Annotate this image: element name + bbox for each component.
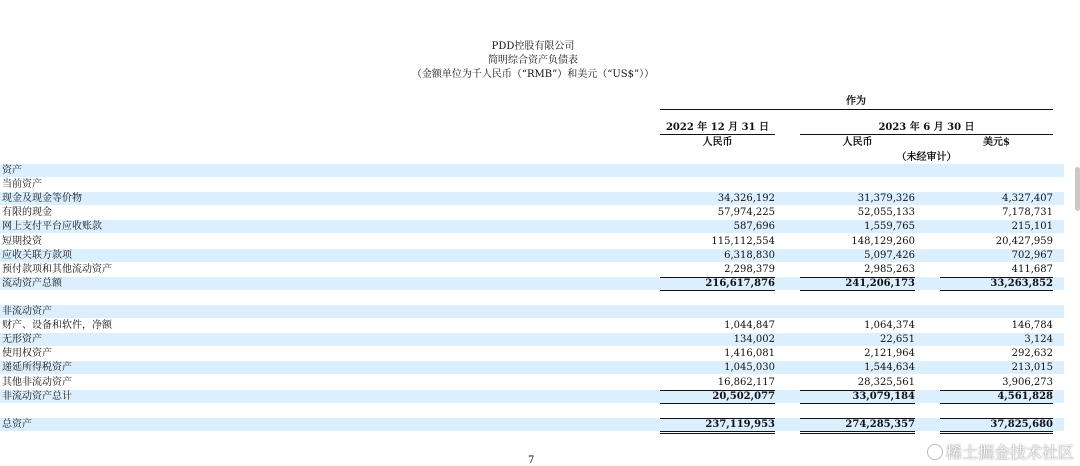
row-label: 当前资产 [2, 179, 42, 190]
cell-col2: 1,544,634 [864, 362, 915, 373]
total-rule-top [800, 277, 915, 278]
total-rule-bottom [940, 431, 1053, 432]
as-of-header: 作为 [846, 96, 866, 107]
total-rule-top [940, 418, 1053, 419]
cell-col2: 31,379,326 [857, 193, 915, 204]
cell-col2: 1,559,765 [864, 221, 915, 232]
cell-col1: 134,002 [733, 334, 775, 345]
table-row [0, 206, 1064, 219]
cell-col2: 274,285,357 [845, 419, 915, 430]
row-label: 预付款项和其他流动资产 [2, 264, 112, 275]
cell-col3: 3,124 [1024, 334, 1053, 345]
col3-currency: 美元$ [983, 137, 1010, 148]
cell-col3: 4,327,407 [1002, 193, 1053, 204]
table-row [0, 220, 1064, 233]
cell-col3: 292,632 [1011, 348, 1053, 359]
cell-col2: 33,079,184 [852, 391, 915, 402]
table-row [0, 418, 1064, 431]
table-row [0, 319, 1064, 332]
units-note: （金额单位为千人民币（“RMB”）和美元（“US$”）） [411, 69, 655, 80]
cell-col1: 115,112,554 [711, 236, 775, 247]
cell-col1: 237,119,953 [705, 419, 775, 430]
date2-rule [800, 134, 1053, 135]
cell-col2: 28,325,561 [857, 377, 915, 388]
table-row [0, 192, 1064, 205]
total-rule-top [660, 418, 775, 419]
row-label: 财产、设备和软件，净额 [2, 320, 112, 331]
table-row [0, 361, 1064, 374]
cell-col3: 215,101 [1011, 221, 1053, 232]
row-label: 使用权资产 [2, 348, 52, 359]
row-label: 非流动资产 [2, 306, 52, 317]
total-rule-bottom [660, 431, 775, 432]
table-row [0, 305, 1064, 318]
watermark-logo-icon [927, 444, 943, 460]
date1-header: 2022 年 12 月 31 日 [665, 122, 770, 133]
watermark-text: 稀土掘金技术社区 [945, 443, 1074, 462]
total-rule-top [660, 390, 775, 391]
table-row [0, 291, 1064, 304]
total-double-rule [800, 433, 915, 434]
table-row [0, 235, 1064, 248]
cell-col2: 148,129,260 [851, 236, 915, 247]
row-label: 现金及现金等价物 [2, 193, 82, 204]
table-row [0, 277, 1064, 290]
total-rule-top [940, 277, 1053, 278]
cell-col3: 4,561,828 [997, 391, 1053, 402]
row-label: 无形资产 [2, 334, 42, 345]
cell-col1: 1,045,030 [724, 362, 775, 373]
cell-col2: 2,985,263 [864, 264, 915, 275]
row-label: 递延所得税资产 [2, 362, 72, 373]
unaudited-note: （未经审计） [896, 152, 957, 163]
col1-currency: 人民币 [702, 137, 733, 148]
cell-col1: 1,416,081 [724, 348, 775, 359]
cell-col1: 587,696 [733, 221, 775, 232]
table-row [0, 333, 1064, 346]
cell-col1: 16,862,117 [717, 377, 775, 388]
cell-col1: 216,617,876 [705, 278, 775, 289]
table-row [0, 178, 1064, 191]
row-label: 资产 [2, 165, 22, 176]
cell-col1: 6,318,830 [724, 250, 775, 261]
cell-col2: 1,064,374 [864, 320, 915, 331]
total-rule-top [660, 277, 775, 278]
cell-col3: 20,427,959 [995, 236, 1053, 247]
row-label: 有限的现金 [2, 207, 52, 218]
scrollbar[interactable] [1075, 167, 1080, 211]
statement-title: 简明综合资产负债表 [488, 55, 578, 66]
row-label: 非流动资产总计 [2, 391, 72, 402]
cell-col2: 5,097,426 [864, 250, 915, 261]
cell-col1: 34,326,192 [717, 193, 775, 204]
row-label: 短期投资 [2, 236, 42, 247]
cell-col3: 7,178,731 [1002, 207, 1053, 218]
row-label: 总资产 [2, 419, 32, 430]
table-row [0, 249, 1064, 262]
table-row [0, 164, 1064, 177]
cell-col3: 146,784 [1011, 320, 1053, 331]
row-label: 应收关联方款项 [2, 250, 72, 261]
table-row [0, 376, 1064, 389]
company-name: PDD控股有限公司 [491, 41, 575, 52]
cell-col3: 411,687 [1011, 264, 1053, 275]
total-double-rule [940, 433, 1053, 434]
cell-col2: 241,206,173 [845, 278, 915, 289]
table-row [0, 390, 1064, 403]
cell-col3: 3,906,273 [1002, 377, 1053, 388]
date2-header: 2023 年 6 月 30 日 [878, 122, 975, 133]
row-label: 流动资产总额 [2, 278, 62, 289]
cell-col1: 1,044,847 [724, 320, 775, 331]
cell-col2: 22,651 [880, 334, 915, 345]
total-rule-top [940, 390, 1053, 391]
cell-col1: 2,298,379 [724, 264, 775, 275]
watermark [927, 440, 1074, 463]
total-double-rule [660, 433, 775, 434]
date1-rule [660, 134, 775, 135]
cell-col2: 2,121,964 [864, 348, 915, 359]
row-label: 其他非流动资产 [2, 377, 72, 388]
page-number: 7 [528, 455, 535, 466]
cell-col1: 57,974,225 [717, 207, 775, 218]
cell-col3: 33,263,852 [990, 278, 1053, 289]
cell-col3: 37,825,680 [990, 419, 1053, 430]
table-row [0, 263, 1064, 276]
cell-col2: 52,055,133 [857, 207, 915, 218]
total-rule-top [800, 418, 915, 419]
cell-col1: 20,502,077 [712, 391, 775, 402]
table-row [0, 404, 1064, 417]
col2-currency: 人民币 [842, 137, 873, 148]
row-label: 网上支付平台应收账款 [2, 221, 102, 232]
total-rule-bottom [800, 431, 915, 432]
cell-col3: 213,015 [1011, 362, 1053, 373]
total-rule-top [800, 390, 915, 391]
cell-col3: 702,967 [1011, 250, 1053, 261]
header-rule [660, 109, 1053, 110]
table-row [0, 347, 1064, 360]
